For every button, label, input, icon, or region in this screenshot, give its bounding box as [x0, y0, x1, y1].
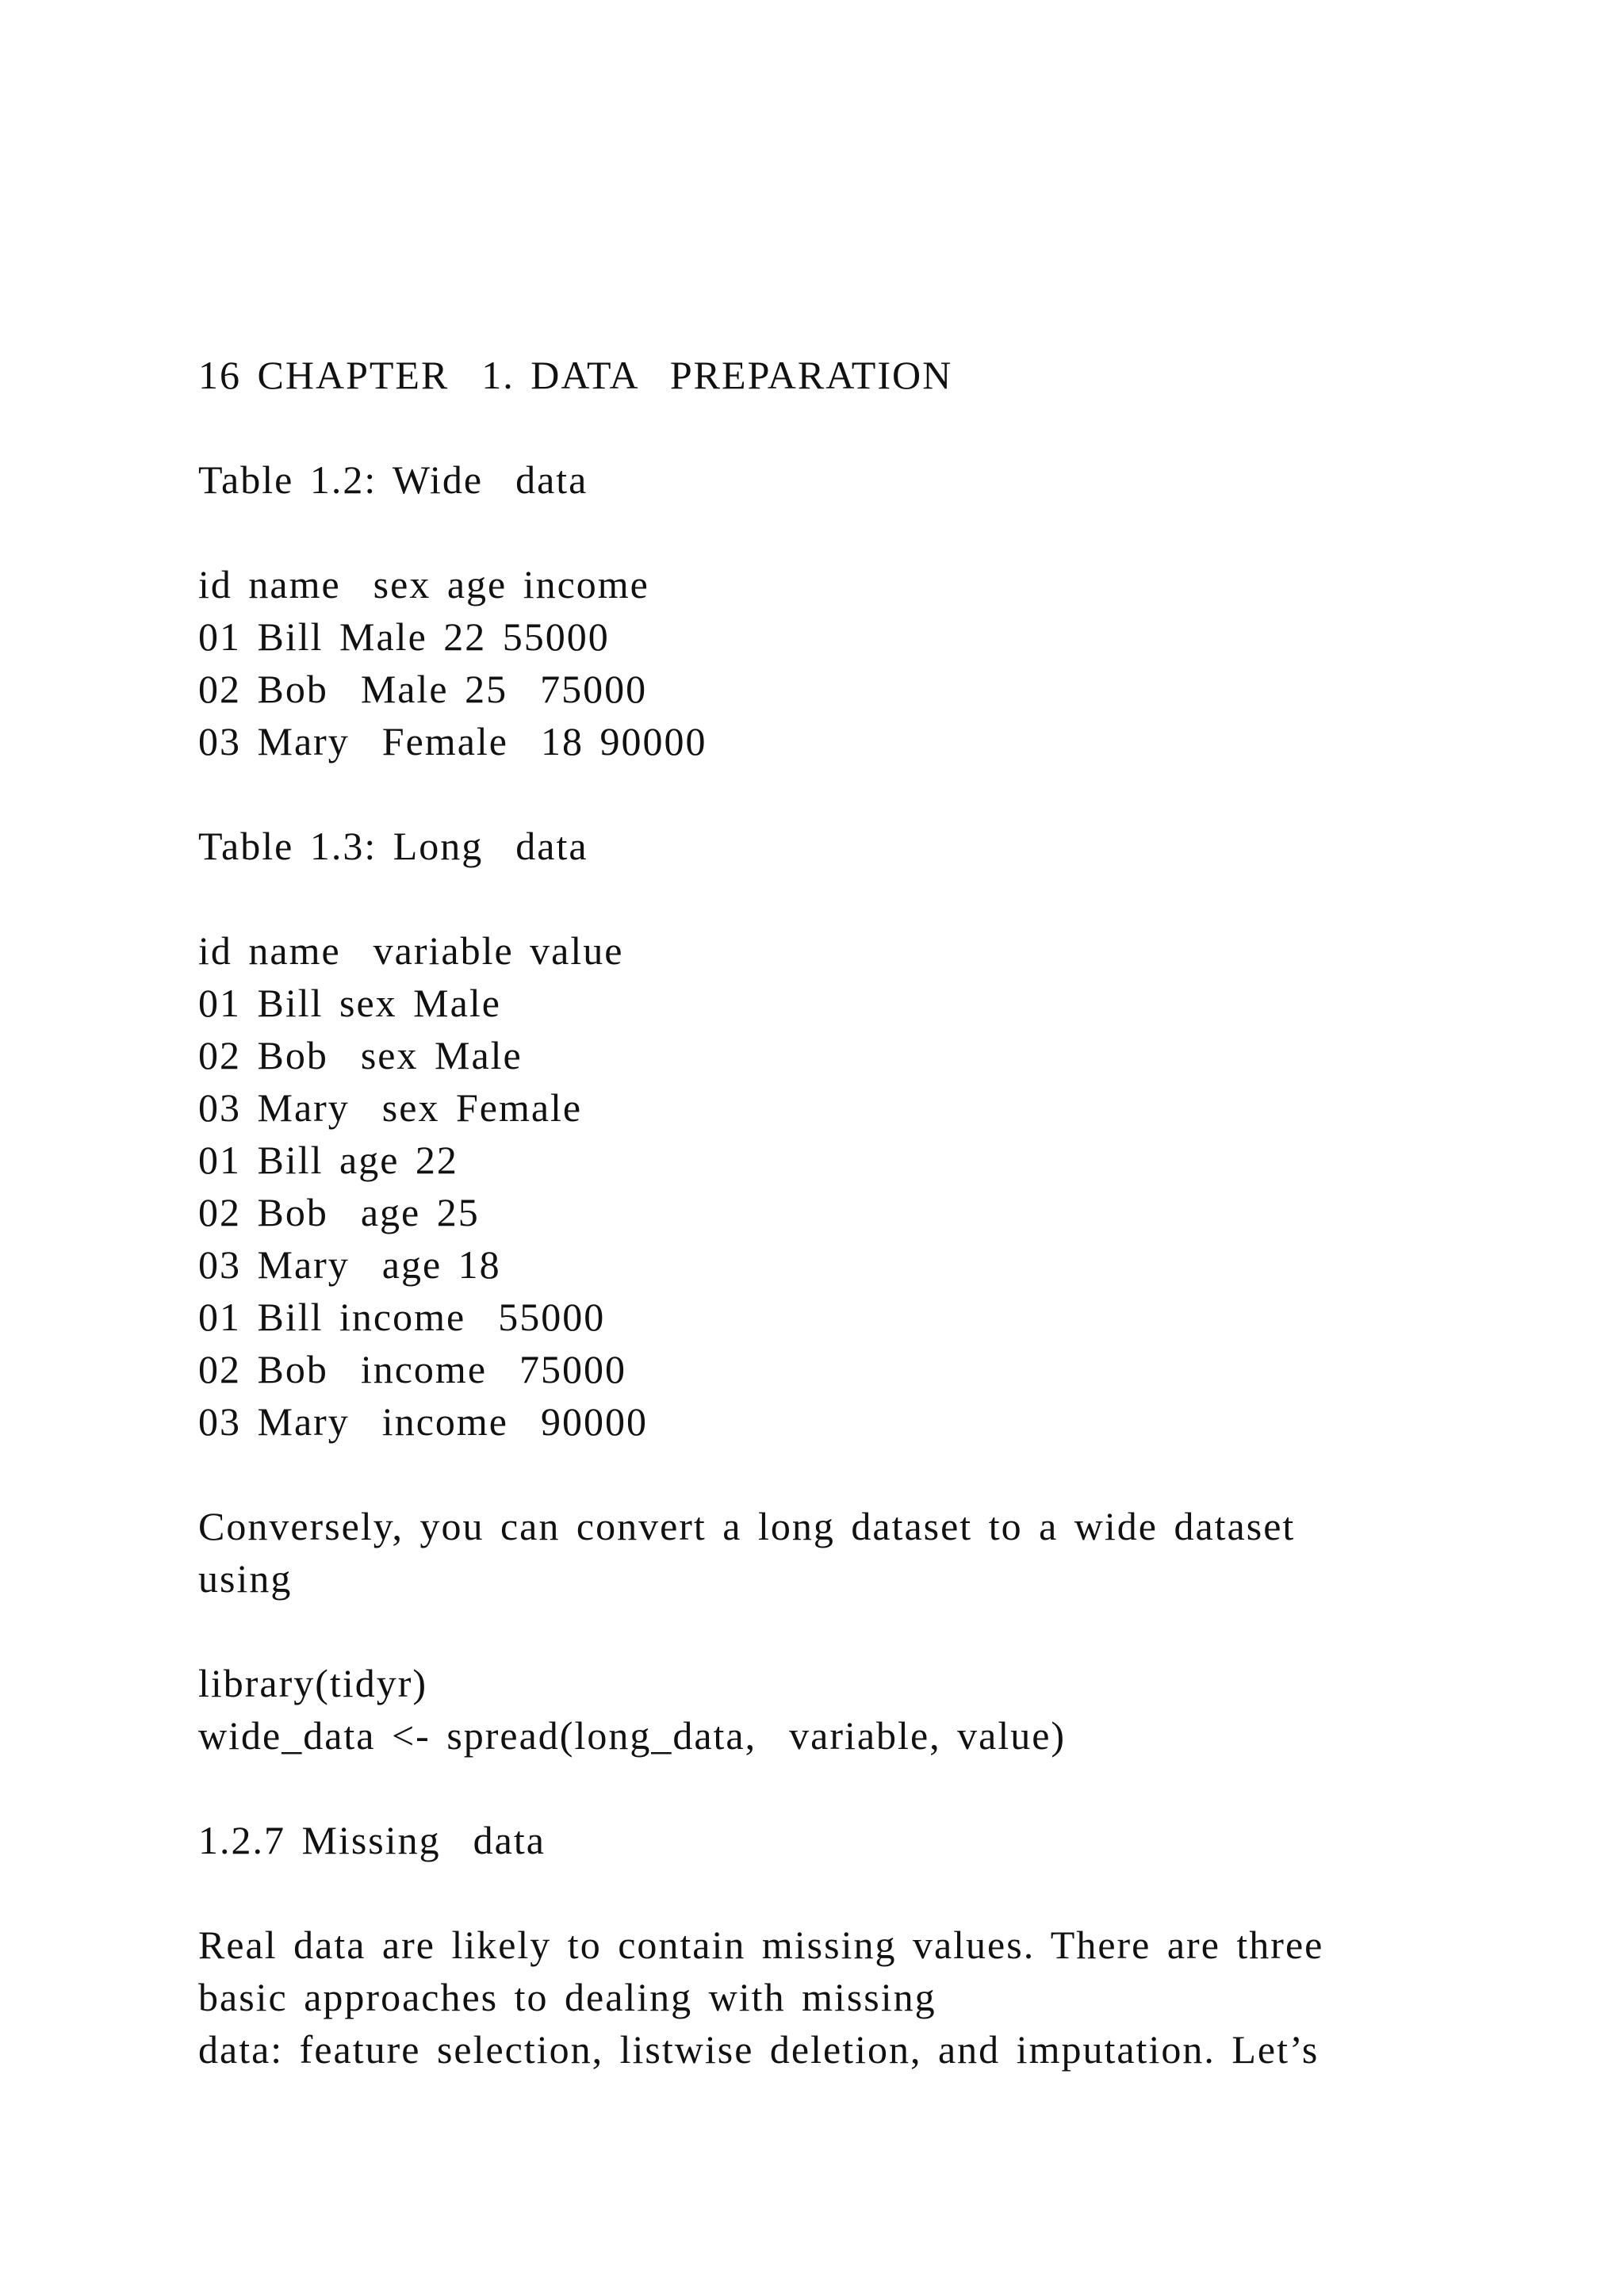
spacer: [198, 1762, 1435, 1814]
table-long-caption: Table 1.3: Long data: [198, 824, 588, 868]
code-line: wide_data <- spread(long_data, variable, value): [198, 1713, 1067, 1758]
table-row: 01 Bill sex Male: [198, 981, 501, 1025]
code-block: [198, 1657, 1435, 1762]
table-row: 03 Mary income 90000: [198, 1399, 648, 1444]
paragraph-line: data: feature selection, listwise deletion, and imputation. Let’s: [198, 2027, 1320, 2072]
paragraph-line: using: [198, 1556, 293, 1601]
spacer: [198, 401, 1435, 453]
section-heading: 1.2.7 Missing data: [198, 1818, 546, 1862]
running-head: 16 CHAPTER 1. DATA PREPARATION: [198, 353, 953, 397]
table-row: 02 Bob Male 25 75000: [198, 667, 648, 711]
table-row: 03 Mary age 18: [198, 1242, 501, 1287]
spacer: [198, 506, 1435, 558]
table-row: 01 Bill income 55000: [198, 1295, 606, 1339]
paragraph-missing: [198, 1919, 1435, 2076]
table-wide: [198, 558, 1435, 767]
table-row: 01 Bill Male 22 55000: [198, 614, 610, 659]
table-header-row: id name variable value: [198, 928, 624, 973]
table-row: 02 Bob income 75000: [198, 1347, 627, 1391]
table-wide-caption: Table 1.2: Wide data: [198, 457, 588, 502]
spacer: [198, 1448, 1435, 1500]
spacer: [198, 767, 1435, 820]
paragraph-convert: [198, 1500, 1435, 1605]
table-header-row: id name sex age income: [198, 562, 649, 607]
spacer: [198, 872, 1435, 924]
spacer: [198, 1866, 1435, 1919]
spacer: [198, 1605, 1435, 1657]
paragraph-line: Conversely, you can convert a long dataset to a wide dataset: [198, 1504, 1296, 1548]
paragraph-line: basic approaches to dealing with missing: [198, 1975, 936, 2019]
code-line: library(tidyr): [198, 1661, 428, 1705]
table-long: [198, 924, 1435, 1448]
paragraph-line: Real data are likely to contain missing values. There are three: [198, 1923, 1324, 1967]
table-row: 02 Bob age 25: [198, 1190, 480, 1234]
table-row: 02 Bob sex Male: [198, 1033, 523, 1077]
table-row: 03 Mary sex Female: [198, 1085, 583, 1130]
document-page: [198, 349, 1435, 2076]
table-row: 03 Mary Female 18 90000: [198, 719, 707, 763]
table-row: 01 Bill age 22: [198, 1138, 458, 1182]
